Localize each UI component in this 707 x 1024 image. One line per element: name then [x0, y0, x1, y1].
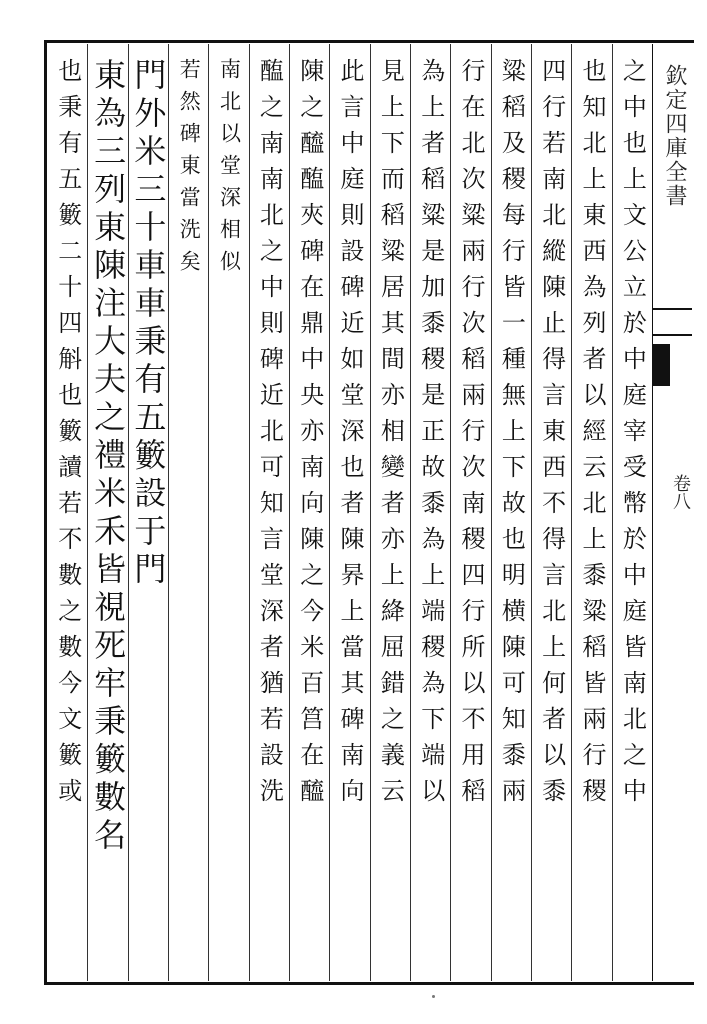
margin-rule	[652, 308, 692, 310]
margin-rule	[652, 334, 692, 336]
text-column	[289, 44, 329, 981]
text-line: 也知北上東西為列者以經云北上黍粱稻皆兩行稷	[578, 58, 606, 814]
text-line: 也秉有五籔二十四斛也籔讀若不數之數今文籔或	[53, 58, 82, 814]
text-line: 陳之醯醢夾碑在鼎中央亦南向陳之今米百筥在醯	[295, 58, 324, 814]
text-line: 若然碑東當洗矣	[177, 58, 202, 282]
text-column	[450, 44, 490, 981]
text-column	[571, 44, 611, 981]
text-column	[249, 44, 289, 981]
text-column	[612, 44, 652, 981]
text-line: 見上下而稻粱居其間亦相變者亦上絳屈錯之義云	[376, 58, 405, 814]
text-line: 醢之南南北之中則碑近北可知言堂深者猶若設洗	[255, 58, 284, 814]
annotation-line: 南北以堂深相似	[217, 58, 242, 282]
text-column	[410, 44, 450, 981]
text-line: 之中也上文公立於中庭宰受幣於中庭皆南北之中	[618, 58, 647, 814]
text-column	[168, 44, 208, 981]
text-line: 為上者稻粱是加黍稷是正故黍為上端稷為下端以	[416, 58, 445, 814]
book-title: 欽定四庫全書	[662, 64, 687, 208]
text-column-main	[128, 44, 168, 981]
text-column	[531, 44, 571, 981]
text-column	[491, 44, 531, 981]
text-column-main	[87, 44, 127, 981]
text-line: 行在北次粱兩行次稻兩行次南稷四行所以不用稻	[457, 58, 486, 814]
page-margin	[652, 44, 691, 981]
text-column	[370, 44, 410, 981]
main-text-line: 門外米三十車車秉有五籔設于門	[129, 58, 168, 590]
main-text-line: 東為三列東陳注大夫之禮米禾皆視死牢秉籔數名	[89, 58, 128, 856]
text-column-mixed	[208, 44, 248, 981]
text-column	[329, 44, 369, 981]
juan-number: 卷八	[670, 474, 691, 510]
text-line: 此言中庭則設碑近如堂深也者陳昦上當其碑南向	[336, 58, 365, 814]
scan-speck	[432, 995, 435, 998]
fish-tail-mark	[652, 344, 670, 386]
text-column	[48, 44, 87, 981]
text-block	[48, 44, 652, 981]
text-line: 粱稻及稷每行皆一種無上下故也明横陳可知黍兩	[497, 58, 526, 814]
text-line: 四行若南北縱陳止得言東西不得言北上何者以黍	[537, 58, 566, 814]
